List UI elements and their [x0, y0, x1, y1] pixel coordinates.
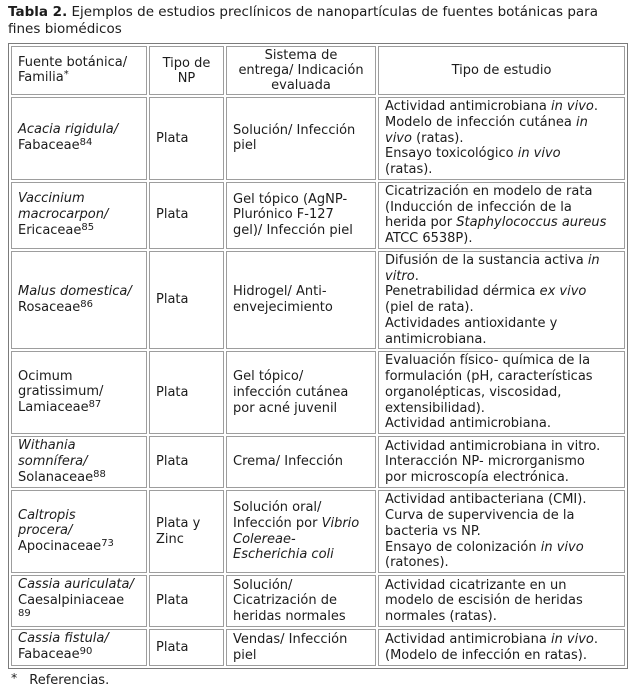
table-row [11, 490, 625, 573]
cell-np-type: Plata y Zinc [149, 490, 224, 573]
table-body [11, 97, 625, 666]
table-caption [8, 4, 628, 37]
cell-np-type: Plata [149, 182, 224, 249]
cell-delivery-system: Crema/ Infección [226, 436, 376, 488]
cell-delivery-system: Solución/ Infección piel [226, 97, 376, 180]
cell-botanical-source: Vaccinium macrocarpon/ Ericaceae$^{85}$ [11, 182, 147, 249]
cell-study-type: Actividad antimicrobiana in vivo. (Modelo de infección en ratas). [378, 629, 625, 666]
cell-np-type: Plata [149, 97, 224, 180]
cell-study-type: Actividad antimicrobiana in vivo. Modelo de infección cutánea in vivo (ratas). Ensayo toxicológico in vivo (ratas). [378, 97, 625, 180]
table-row [11, 436, 625, 488]
table-header [11, 46, 625, 95]
cell-delivery-system: Hidrogel/ Anti- envejecimiento [226, 251, 376, 350]
column-header-botanical-source: Fuente botánica/ Familia* [11, 46, 147, 95]
cell-botanical-source: Ocimum gratissimum/ Lamiaceae$^{87}$ [11, 351, 147, 434]
cell-np-type: Plata [149, 629, 224, 666]
footnote [8, 669, 628, 689]
cell-delivery-system: Gel tópico (AgNP- Plurónico F-127 gel)/ Infección piel [226, 182, 376, 249]
cell-study-type: Difusión de la sustancia activa in vitro. Penetrabilidad dérmica ex vivo (piel de rata). Actividades antioxidante y antimicrobiana. [378, 251, 625, 350]
table-row [11, 182, 625, 249]
cell-botanical-source: Withania somnífera/ Solanaceae$^{88}$ [11, 436, 147, 488]
cell-np-type: Plata [149, 575, 224, 627]
cell-delivery-system: Solución/ Cicatrización de heridas normales [226, 575, 376, 627]
cell-study-type: Actividad antimicrobiana in vitro. Interacción NP- microrganismo por microscopía electrónica. [378, 436, 625, 488]
table-caption-number: Tabla 2. [8, 4, 68, 20]
cell-delivery-system: Solución oral/ Infección por Vibrio Colereae- Escherichia coli [226, 490, 376, 573]
table-row [11, 97, 625, 180]
column-header-delivery-system: Sistema de entrega/ Indicación evaluada [226, 46, 376, 95]
cell-np-type: Plata [149, 436, 224, 488]
cell-botanical-source: Cassia fistula/ Fabaceae$^{90}$ [11, 629, 147, 666]
cell-study-type: Actividad antibacteriana (CMI). Curva de supervivencia de la bacteria vs NP. Ensayo de colonización in vivo (ratones). [378, 490, 625, 573]
cell-botanical-source: Caltropis procera/ Apocinaceae$^{73}$ [11, 490, 147, 573]
column-header-np-type: Tipo de NP [149, 46, 224, 95]
cell-np-type: Plata [149, 351, 224, 434]
table-row [11, 351, 625, 434]
column-header-study-type: Tipo de estudio [378, 46, 625, 95]
header-row [11, 46, 625, 95]
cell-botanical-source: Cassia auriculata/ Caesalpiniaceae $^{89}$ [11, 575, 147, 627]
cell-study-type: Evaluación físico- química de la formulación (pH, características organolépticas, viscosidad, extensibilidad). Actividad antimicrobiana. [378, 351, 625, 434]
footnote-text: Referencias. [29, 672, 110, 688]
table-caption-text: Ejemplos de estudios preclínicos de nanopartículas de fuentes botánicas para fines biomédicos [8, 4, 598, 37]
table-row [11, 575, 625, 627]
cell-study-type: Actividad cicatrizante en un modelo de escisión de heridas normales (ratas). [378, 575, 625, 627]
cell-delivery-system: Vendas/ Infección piel [226, 629, 376, 666]
footnote-asterisk: * [11, 669, 18, 685]
studies-table [8, 43, 628, 669]
cell-botanical-source: Malus domestica/ Rosaceae$^{86}$ [11, 251, 147, 350]
cell-np-type: Plata [149, 251, 224, 350]
cell-delivery-system: Gel tópico/ infección cutánea por acné juvenil [226, 351, 376, 434]
cell-study-type: Cicatrización en modelo de rata (Inducción de infección de la herida por Staphylococcus aureus ATCC 6538P). [378, 182, 625, 249]
table-row [11, 629, 625, 666]
cell-botanical-source: Acacia rigidula/ Fabaceae$^{84}$ [11, 97, 147, 180]
table-row [11, 251, 625, 350]
